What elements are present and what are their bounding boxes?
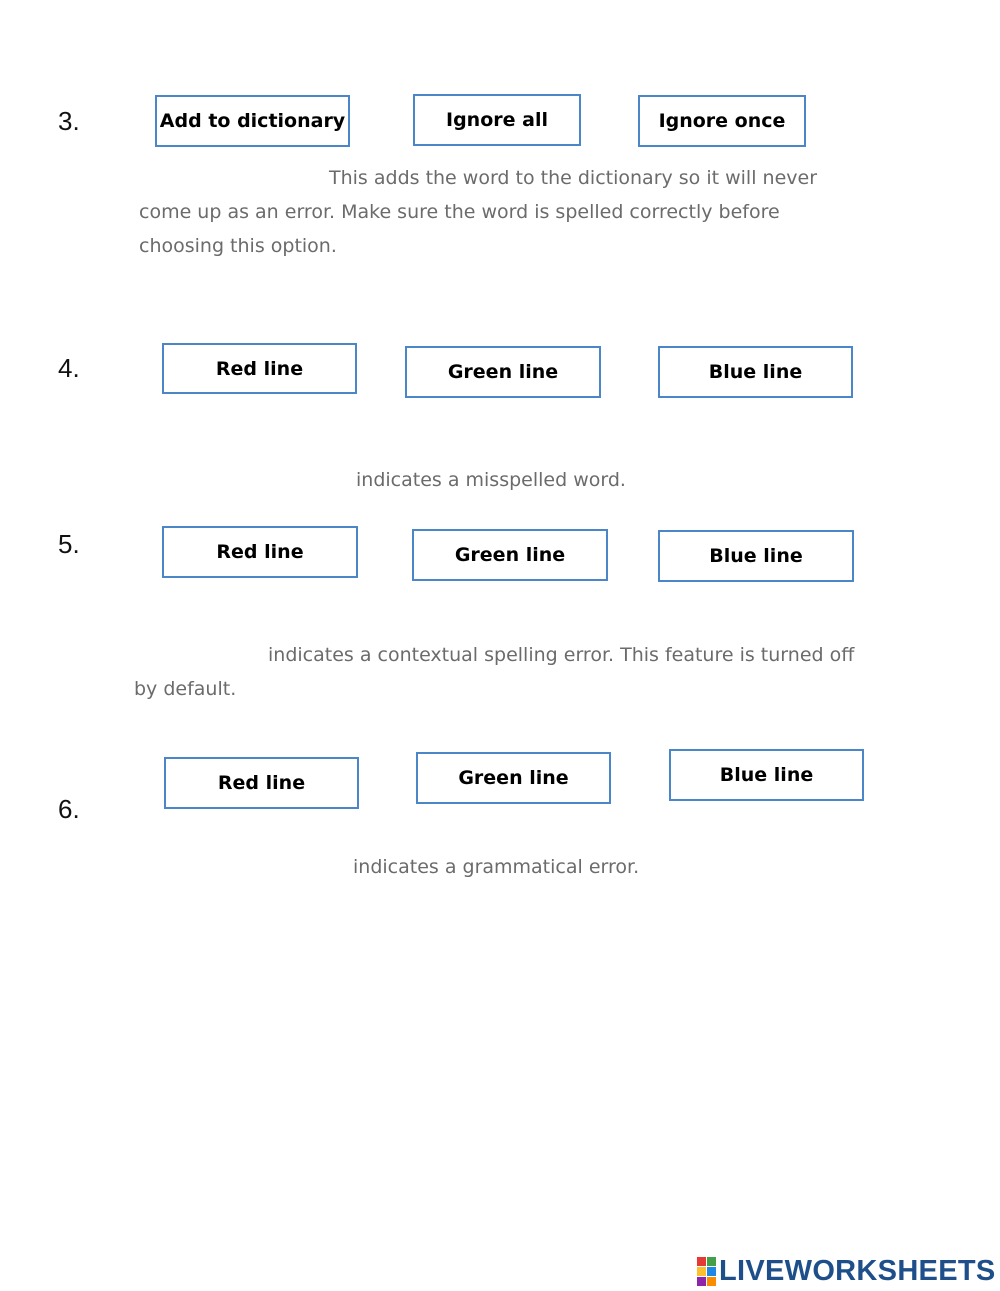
logo-square — [707, 1257, 716, 1266]
question-number: 3. — [58, 106, 80, 136]
logo-square — [697, 1267, 706, 1276]
logo-mark-icon — [697, 1257, 716, 1286]
description-line: choosing this option. — [139, 235, 337, 257]
description-line: by default. — [134, 678, 237, 700]
option-green-line[interactable]: Green line — [405, 346, 601, 398]
option-blue-line[interactable]: Blue line — [658, 530, 854, 582]
description-line: come up as an error. Make sure the word is spelled correctly before — [139, 201, 780, 223]
logo-square — [707, 1267, 716, 1276]
option-add-to-dictionary[interactable]: Add to dictionary — [155, 95, 350, 147]
logo-square — [707, 1277, 716, 1286]
option-ignore-all[interactable]: Ignore all — [413, 94, 581, 146]
option-blue-line[interactable]: Blue line — [658, 346, 853, 398]
option-red-line[interactable]: Red line — [162, 526, 358, 578]
question-6-description: indicates a grammatical error. — [353, 856, 640, 878]
question-number: 6. — [58, 794, 80, 824]
description-line: indicates a contextual spelling error. This feature is turned off — [268, 644, 855, 666]
description-line: This adds the word to the dictionary so it will never — [329, 167, 818, 189]
option-green-line[interactable]: Green line — [412, 529, 608, 581]
option-red-line[interactable]: Red line — [162, 343, 357, 394]
option-blue-line[interactable]: Blue line — [669, 749, 864, 801]
logo-square — [697, 1257, 706, 1266]
question-5-description — [134, 638, 934, 706]
question-3-description — [139, 161, 899, 263]
liveworksheets-logo — [697, 1255, 996, 1287]
question-number: 5. — [58, 529, 80, 559]
logo-square — [697, 1277, 706, 1286]
option-green-line[interactable]: Green line — [416, 752, 611, 804]
option-red-line[interactable]: Red line — [164, 757, 359, 809]
question-4-description: indicates a misspelled word. — [356, 469, 626, 491]
option-ignore-once[interactable]: Ignore once — [638, 95, 806, 147]
question-number: 4. — [58, 353, 80, 383]
logo-text: LIVEWORKSHEETS — [719, 1254, 996, 1287]
